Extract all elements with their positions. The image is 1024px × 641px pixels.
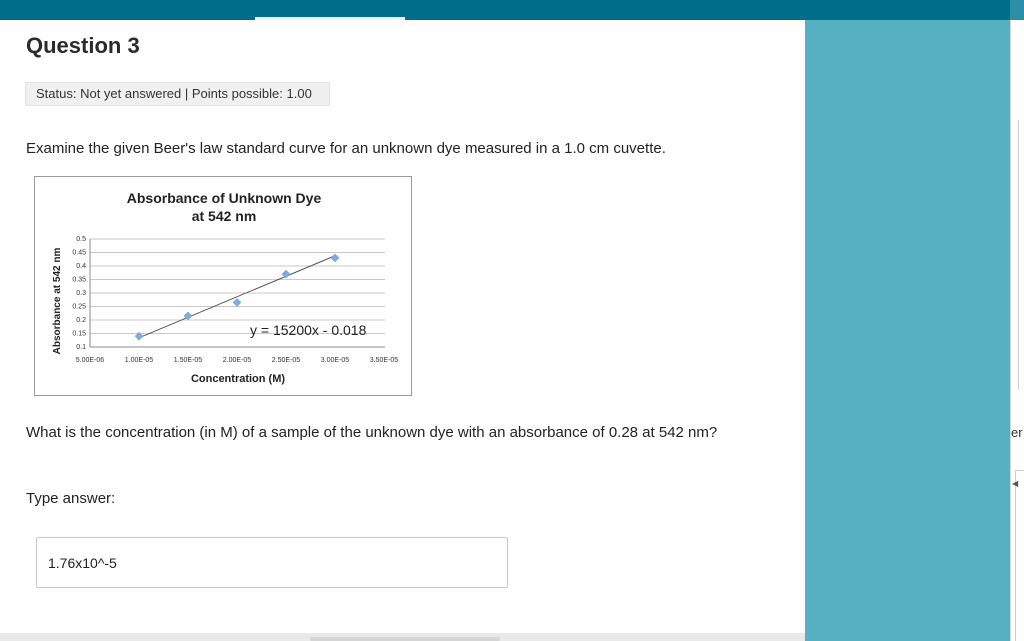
bottom-scrollbar-thumb[interactable] xyxy=(310,637,500,641)
beers-law-chart xyxy=(34,176,412,396)
data-point xyxy=(331,254,339,262)
x-tick-label: 3.00E-05 xyxy=(320,357,350,364)
y-tick-label: 0.15 xyxy=(72,330,86,338)
caret-left-icon[interactable]: ◀ xyxy=(1012,479,1019,488)
adjacent-window-text: er xyxy=(1011,425,1023,440)
x-tick-label: 2.50E-05 xyxy=(271,357,301,364)
y-tick-label: 0.3 xyxy=(76,290,86,297)
data-point xyxy=(233,298,241,306)
chart-svg xyxy=(35,177,411,395)
chart-title-line1: Absorbance of Unknown Dye xyxy=(126,190,322,206)
x-tick-label: 2.00E-05 xyxy=(222,357,252,364)
question-text: What is the concentration (in M) of a sample of the unknown dye with an absorbance of 0.28 at 542 nm? xyxy=(26,424,718,441)
side-panel xyxy=(805,20,1010,641)
trendline-equation: y = 15200x - 0.018 xyxy=(250,322,367,338)
question-prompt: Examine the given Beer's law standard curve for an unknown dye measured in a 1.0 cm cuvette. xyxy=(26,140,666,157)
active-tab-indicator xyxy=(255,17,405,20)
answer-label: Type answer: xyxy=(26,490,116,507)
x-axis-label: Concentration (M) xyxy=(190,373,286,385)
y-tick-label: 0.25 xyxy=(72,303,86,311)
y-tick-label: 0.35 xyxy=(72,276,86,284)
x-tick-label: 1.50E-05 xyxy=(173,357,203,364)
y-tick-label: 0.4 xyxy=(76,263,86,270)
top-bar-edge xyxy=(1010,0,1024,20)
x-tick-label: 5.00E-06 xyxy=(75,357,105,364)
x-tick-label: 1.00E-05 xyxy=(124,357,154,364)
y-tick-label: 0.1 xyxy=(76,344,86,351)
answer-input[interactable] xyxy=(36,537,508,588)
adjacent-window-divider xyxy=(1018,120,1019,390)
status-badge: Status: Not yet answered | Points possible: 1.00 xyxy=(25,82,330,106)
y-axis-label: Absorbance at 542 nm xyxy=(52,247,63,355)
top-navigation-bar xyxy=(0,0,1010,20)
y-tick-label: 0.2 xyxy=(76,317,86,324)
x-tick-label: 3.50E-05 xyxy=(369,357,399,364)
adjacent-window-panel xyxy=(1015,470,1024,641)
y-tick-label: 0.45 xyxy=(72,249,86,257)
chart-title-line2: at 542 nm xyxy=(191,208,257,224)
y-tick-label: 0.5 xyxy=(76,236,86,243)
question-title: Question 3 xyxy=(26,33,140,58)
